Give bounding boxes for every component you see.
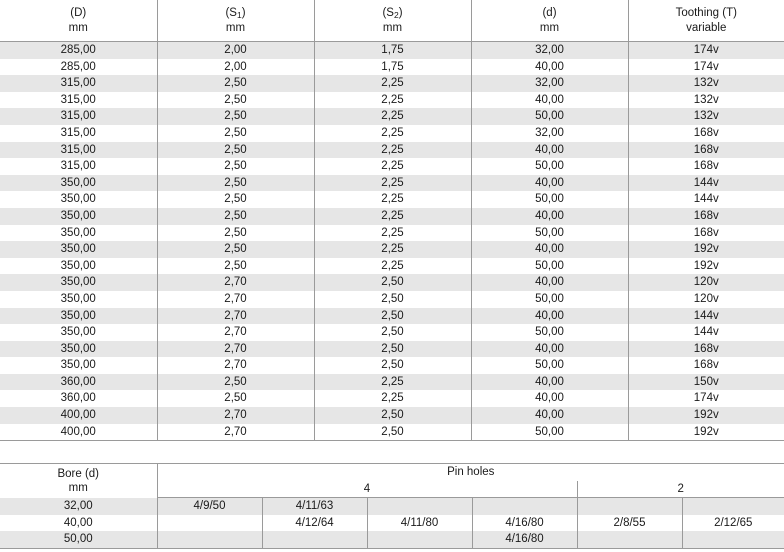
cell-diameter: 285,00 (60, 60, 96, 73)
cell-diameter: 315,00 (0, 142, 157, 159)
cell-s2: 2,25 (314, 75, 471, 92)
cell-s1: 2,00 (157, 59, 314, 76)
table-row (0, 274, 784, 291)
cell-pin-hole (367, 498, 472, 515)
table-row (0, 241, 784, 258)
cell-bore: 40,00 (471, 208, 628, 225)
table-row (0, 158, 784, 175)
table-row (0, 357, 784, 374)
cell-s1: 2,50 (157, 92, 314, 109)
cell-s1: 2,70 (157, 407, 314, 424)
cell-pin-hole (367, 531, 472, 548)
cell-s1: 2,50 (157, 374, 314, 391)
cell-s2: 2,25 (314, 225, 471, 242)
table-row (0, 75, 784, 92)
table-row (0, 108, 784, 125)
pin-holes-body (0, 498, 784, 549)
cell-s1: 2,50 (157, 108, 314, 125)
cell-diameter: 315,00 (60, 126, 96, 139)
cell-bore: 50,00 (471, 424, 628, 441)
cell-diameter: 350,00 (60, 193, 96, 206)
cell-diameter: 350,00 (0, 208, 157, 225)
table-row (0, 125, 784, 142)
cell-bore: 40,00 (471, 59, 628, 76)
cell-s1: 2,50 (157, 191, 314, 208)
cell-pin-hole: 4/11/80 (367, 515, 472, 532)
cell-pin-hole (262, 531, 367, 548)
cell-s1: 2,50 (157, 125, 314, 142)
table-row (0, 59, 784, 76)
cell-bore: 50,00 (471, 108, 628, 125)
cell-toothing: 168v (628, 208, 784, 225)
cell-bore-d: 32,00 (0, 498, 157, 515)
header-bore: (d) mm (471, 0, 628, 42)
cell-pin-hole (472, 498, 577, 515)
cell-s2: 2,25 (314, 241, 471, 258)
cell-toothing: 150v (628, 374, 784, 391)
cell-s1: 2,50 (157, 158, 314, 175)
cell-bore: 40,00 (471, 374, 628, 391)
cell-s2: 2,25 (314, 258, 471, 275)
cell-s2: 2,25 (314, 191, 471, 208)
table-row (0, 92, 784, 109)
cell-bore: 40,00 (471, 241, 628, 258)
table-row (0, 341, 784, 358)
cell-pin-hole: 4/16/80 (472, 515, 577, 532)
cell-bore: 32,00 (471, 42, 628, 59)
cell-diameter: 350,00 (0, 341, 157, 358)
cell-diameter: 350,00 (0, 308, 157, 325)
table-row (0, 407, 784, 424)
cell-diameter: 350,00 (60, 359, 96, 372)
cell-bore: 50,00 (471, 258, 628, 275)
cell-s2: 2,50 (314, 357, 471, 374)
cell-toothing: 192v (628, 424, 784, 441)
cell-bore: 32,00 (471, 75, 628, 92)
cell-s1: 2,70 (157, 274, 314, 291)
cell-toothing: 174v (628, 42, 784, 59)
cell-s2: 2,25 (314, 390, 471, 407)
cell-bore: 50,00 (471, 324, 628, 341)
cell-s1: 2,50 (157, 208, 314, 225)
cell-diameter: 350,00 (0, 175, 157, 192)
header-s1: $(S_1)$ mm (157, 0, 314, 42)
cell-s2: 2,25 (314, 374, 471, 391)
cell-pin-hole (157, 531, 262, 548)
cell-toothing: 120v (628, 274, 784, 291)
cell-diameter: 315,00 (0, 108, 157, 125)
cell-s1: 2,70 (157, 341, 314, 358)
header-unit: variable (686, 21, 727, 34)
header-unit: mm (539, 21, 560, 34)
cell-s1: 2,70 (157, 357, 314, 374)
cell-s1: 2,70 (157, 424, 314, 441)
cell-diameter: 350,00 (60, 326, 96, 339)
cell-pin-hole (682, 498, 784, 515)
cell-toothing: 174v (628, 390, 784, 407)
header-bore-d: Bore (d) mm (0, 464, 157, 498)
cell-pin-hole: 4/11/63 (262, 498, 367, 515)
cell-bore-d: 40,00 (0, 515, 157, 532)
header-s2: $(S_2)$ mm (314, 0, 471, 42)
cell-s1: 2,00 (157, 42, 314, 59)
table-row (0, 324, 784, 341)
cell-toothing: 144v (628, 308, 784, 325)
cell-diameter: 315,00 (60, 160, 96, 173)
cell-s2: 2,25 (314, 92, 471, 109)
table-body (0, 42, 784, 441)
table-row (0, 175, 784, 192)
pin-row (0, 498, 784, 515)
cell-bore-d: 50,00 (0, 531, 157, 548)
cell-s1: 2,50 (157, 258, 314, 275)
cell-bore: 40,00 (471, 175, 628, 192)
header-toothing: Toothing (T) variable (628, 0, 784, 42)
cell-diameter: 350,00 (0, 274, 157, 291)
header-diameter: (D) mm (68, 6, 88, 34)
cell-s1: 2,70 (157, 324, 314, 341)
pin-row (0, 531, 784, 548)
cell-s2: 2,50 (314, 407, 471, 424)
cell-s2: 2,25 (314, 125, 471, 142)
cell-s1: 2,50 (157, 241, 314, 258)
table-row (0, 42, 784, 59)
cell-s2: 2,50 (314, 291, 471, 308)
cell-toothing: 144v (628, 191, 784, 208)
cell-toothing: 192v (628, 241, 784, 258)
cell-bore: 32,00 (471, 125, 628, 142)
cell-bore: 40,00 (471, 308, 628, 325)
table-row (0, 424, 784, 441)
cell-pin-hole: 2/8/55 (577, 515, 682, 532)
cell-pin-hole: 4/12/64 (262, 515, 367, 532)
cell-bore: 50,00 (471, 291, 628, 308)
cell-s1: 2,50 (157, 225, 314, 242)
cell-s2: 2,25 (314, 108, 471, 125)
cell-s2: 2,25 (314, 175, 471, 192)
cell-pin-hole (577, 531, 682, 548)
cell-s2: 2,50 (314, 424, 471, 441)
cell-diameter: 360,00 (0, 374, 157, 391)
cell-bore: 50,00 (471, 225, 628, 242)
cell-toothing: 120v (628, 291, 784, 308)
cell-bore: 40,00 (471, 407, 628, 424)
cell-diameter: 315,00 (0, 75, 157, 92)
table-row (0, 142, 784, 159)
cell-s2: 1,75 (314, 59, 471, 76)
cell-toothing: 168v (628, 357, 784, 374)
cell-s1: 2,50 (157, 390, 314, 407)
cell-bore: 50,00 (471, 357, 628, 374)
cell-s2: 2,25 (314, 142, 471, 159)
cell-diameter: 350,00 (60, 292, 96, 305)
pin-row (0, 515, 784, 532)
header-unit: mm (225, 21, 246, 34)
table-row (0, 374, 784, 391)
cell-s2: 1,75 (314, 42, 471, 59)
cell-toothing: 192v (628, 407, 784, 424)
table-row (0, 390, 784, 407)
cell-bore: 50,00 (471, 191, 628, 208)
cell-toothing: 132v (628, 75, 784, 92)
cell-toothing: 168v (628, 125, 784, 142)
cell-diameter: 360,00 (60, 392, 96, 405)
cell-s2: 2,25 (314, 208, 471, 225)
cell-toothing: 174v (628, 59, 784, 76)
cell-pin-hole (577, 498, 682, 515)
pin-holes-table (0, 463, 784, 549)
cell-diameter: 400,00 (0, 424, 157, 441)
cell-bore: 40,00 (471, 274, 628, 291)
cell-toothing: 132v (628, 92, 784, 109)
cell-s1: 2,70 (157, 291, 314, 308)
header-pin-holes: Pin holes (447, 466, 495, 478)
cell-bore: 40,00 (471, 142, 628, 159)
cell-pin-hole (157, 515, 262, 532)
cell-toothing: 168v (628, 225, 784, 242)
cell-s2: 2,50 (314, 341, 471, 358)
cell-toothing: 144v (628, 175, 784, 192)
cell-diameter: 350,00 (60, 226, 96, 239)
cell-diameter: 285,00 (0, 42, 157, 59)
cell-s2: 2,50 (314, 308, 471, 325)
cell-toothing: 168v (628, 158, 784, 175)
header-row (0, 0, 784, 42)
cell-diameter: 350,00 (60, 259, 96, 272)
table-row (0, 191, 784, 208)
cell-bore: 50,00 (471, 158, 628, 175)
cell-toothing: 168v (628, 341, 784, 358)
group-2-label: 2 (577, 481, 784, 498)
cell-s1: 2,70 (157, 308, 314, 325)
cell-toothing: 132v (628, 108, 784, 125)
cell-bore: 40,00 (471, 92, 628, 109)
header-unit: mm (382, 21, 403, 34)
cell-bore: 40,00 (471, 341, 628, 358)
table-row (0, 258, 784, 275)
cell-s1: 2,50 (157, 175, 314, 192)
table-row (0, 225, 784, 242)
cell-diameter: 350,00 (0, 241, 157, 258)
cell-pin-hole: 4/16/80 (472, 531, 577, 548)
cell-toothing: 192v (628, 258, 784, 275)
table-row (0, 208, 784, 225)
cell-pin-hole (682, 531, 784, 548)
table-row (0, 291, 784, 308)
cell-pin-hole: 4/9/50 (157, 498, 262, 515)
cell-diameter: 315,00 (60, 93, 96, 106)
cell-s2: 2,25 (314, 158, 471, 175)
cell-toothing: 144v (628, 324, 784, 341)
header-unit: mm (68, 21, 88, 34)
cell-s1: 2,50 (157, 142, 314, 159)
cell-diameter: 400,00 (0, 407, 157, 424)
cell-s2: 2,50 (314, 274, 471, 291)
cell-s2: 2,50 (314, 324, 471, 341)
pin-header-row (0, 464, 784, 481)
cell-s1: 2,50 (157, 75, 314, 92)
table-row (0, 308, 784, 325)
group-4-label: 4 (157, 481, 577, 498)
cell-toothing: 168v (628, 142, 784, 159)
cell-bore: 40,00 (471, 390, 628, 407)
cell-pin-hole: 2/12/65 (682, 515, 784, 532)
